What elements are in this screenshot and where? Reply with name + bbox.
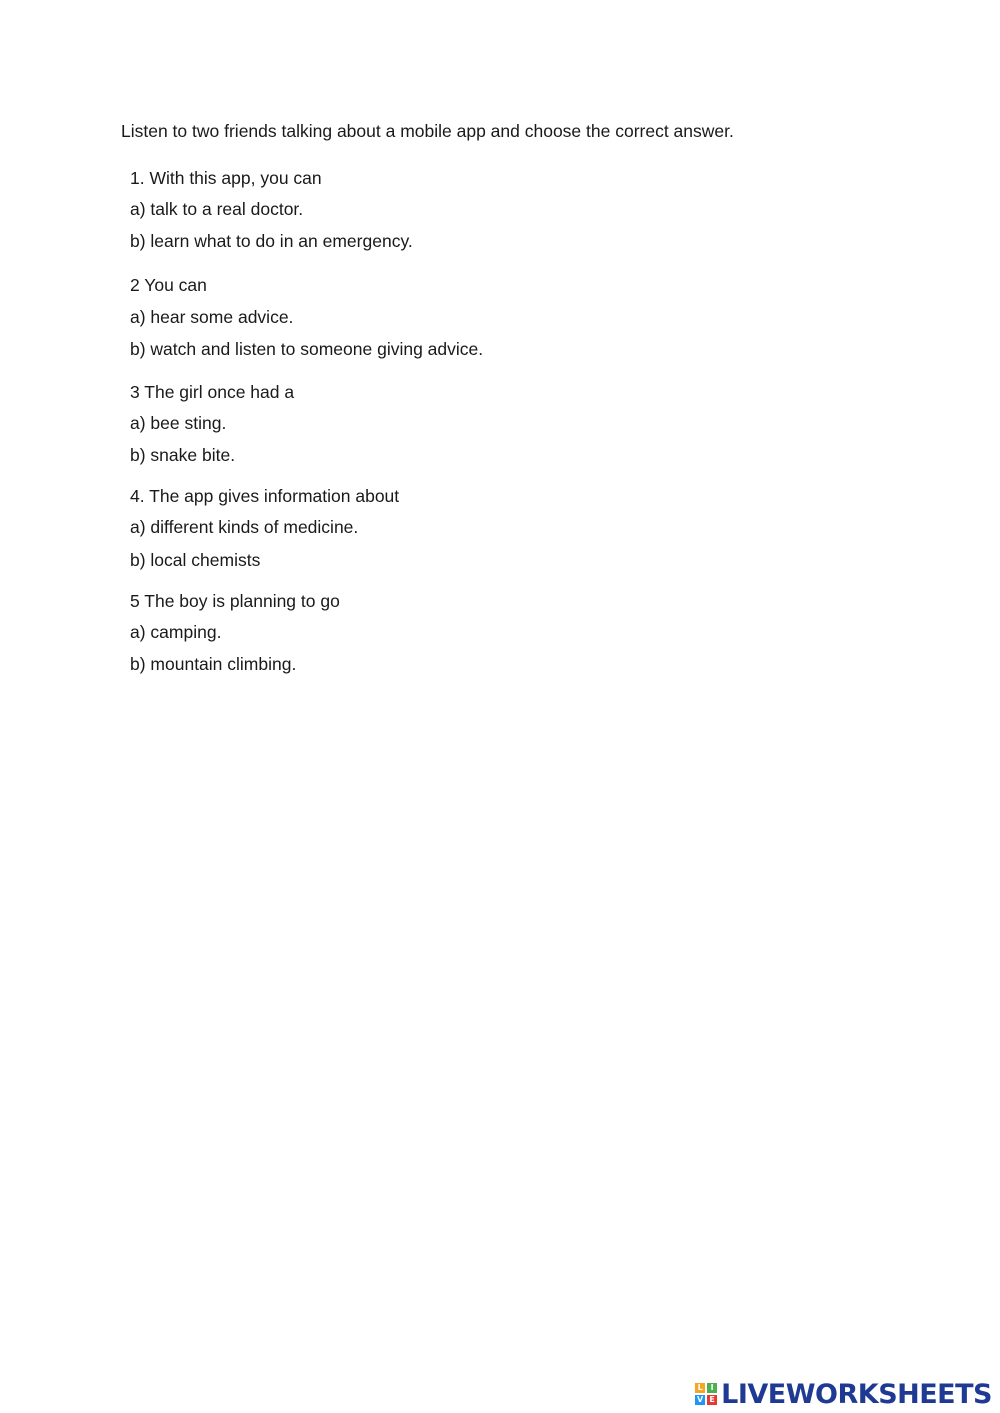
- logo-letter-e: E: [707, 1395, 717, 1405]
- logo-letter-i: I: [707, 1383, 717, 1393]
- question-1-prompt: 1. With this app, you can: [130, 168, 322, 188]
- brand-text: LIVEWORKSHEETS: [721, 1378, 992, 1410]
- question-5-prompt: 5 The boy is planning to go: [130, 591, 340, 611]
- question-4-option-a[interactable]: a) different kinds of medicine.: [130, 517, 359, 537]
- question-1-option-a[interactable]: a) talk to a real doctor.: [130, 199, 304, 219]
- question-2-option-b[interactable]: b) watch and listen to someone giving advice.: [130, 339, 484, 359]
- question-4-option-b[interactable]: b) local chemists: [130, 550, 261, 570]
- liveworksheets-brand: [695, 1378, 992, 1410]
- question-2-option-a[interactable]: a) hear some advice.: [130, 307, 294, 327]
- question-2-prompt: 2 You can: [130, 275, 207, 295]
- instruction-text: Listen to two friends talking about a mobile app and choose the correct answer.: [121, 121, 734, 141]
- question-3-option-a[interactable]: a) bee sting.: [130, 413, 227, 433]
- logo-letter-l: L: [695, 1383, 705, 1393]
- question-3-prompt: 3 The girl once had a: [130, 382, 295, 402]
- logo-letter-v: V: [697, 1395, 704, 1404]
- question-4-prompt: 4. The app gives information about: [130, 486, 400, 506]
- question-3-option-b[interactable]: b) snake bite.: [130, 445, 236, 465]
- question-1-option-b[interactable]: b) learn what to do in an emergency.: [130, 231, 413, 251]
- question-5-option-b[interactable]: b) mountain climbing.: [130, 654, 297, 674]
- question-5-option-a[interactable]: a) camping.: [130, 622, 222, 642]
- brand-logo-icon: [695, 1383, 717, 1405]
